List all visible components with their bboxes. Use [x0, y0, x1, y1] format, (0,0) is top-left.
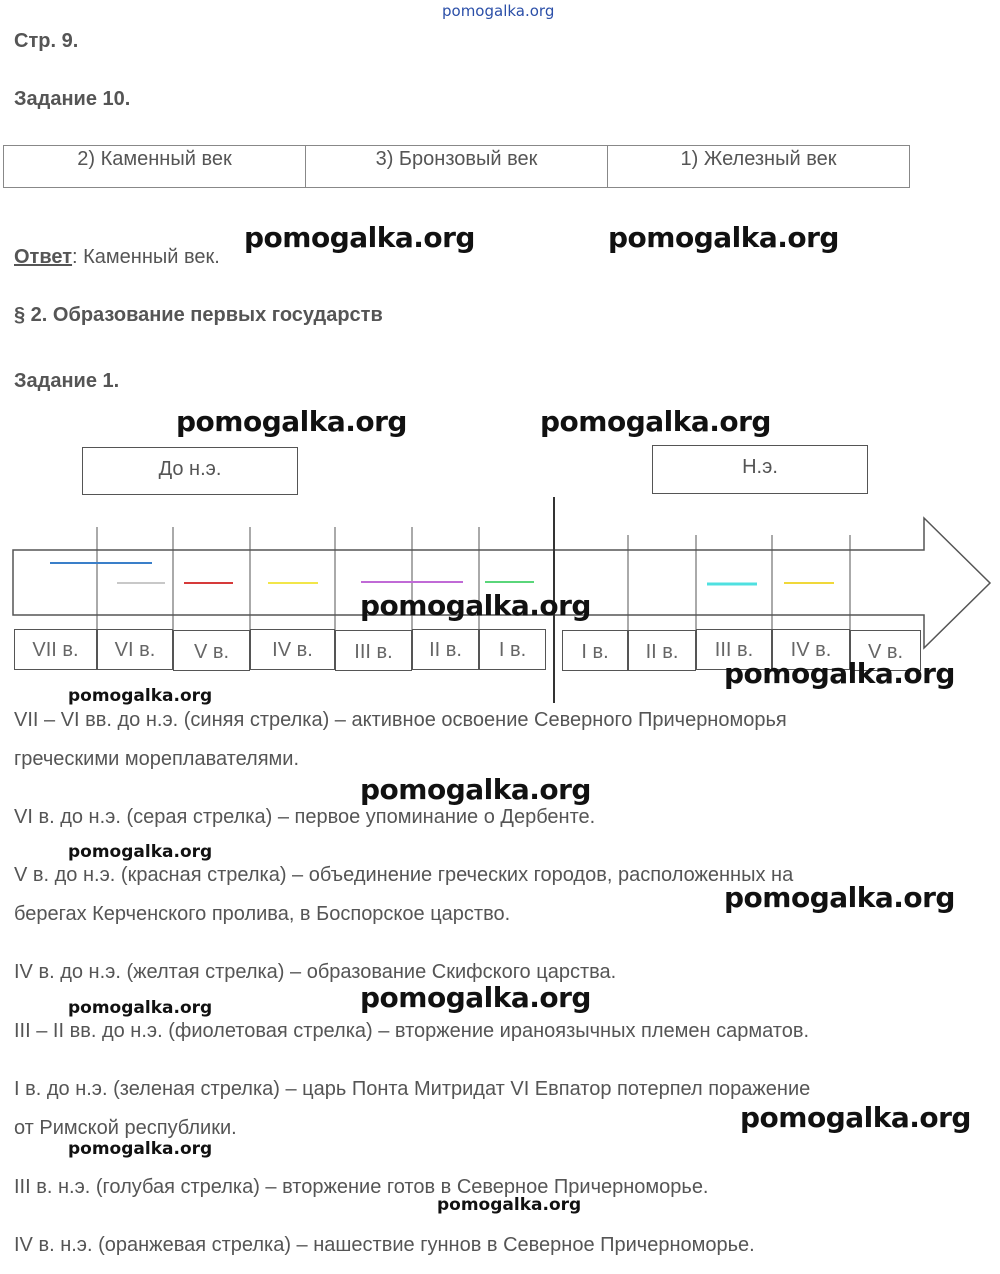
watermark: pomogalka.org: [68, 686, 213, 706]
century-bc-2: II в.: [412, 629, 479, 670]
event-paragraph-line: I в. до н.э. (зеленая стрелка) – царь Понта Митридат VI Евпатор потерпел поражение: [14, 1078, 811, 1100]
watermark: pomogalka.org: [68, 842, 213, 862]
event-paragraph-line: V в. до н.э. (красная стрелка) – объединение греческих городов, расположенных на: [14, 864, 794, 886]
watermark-top: pomogalka.org: [442, 2, 555, 20]
century-bc-1: I в.: [479, 629, 546, 670]
century-bc-6: VI в.: [97, 629, 173, 670]
watermark: pomogalka.org: [360, 589, 591, 622]
watermark: pomogalka.org: [608, 221, 839, 254]
century-ad-3: III в.: [696, 629, 772, 670]
watermark: pomogalka.org: [244, 221, 475, 254]
century-ad-1: I в.: [562, 630, 628, 671]
answer-label: Ответ: [14, 246, 73, 268]
watermark: pomogalka.org: [437, 1195, 582, 1215]
watermark: pomogalka.org: [740, 1101, 971, 1134]
event-paragraph-line: берегах Керченского пролива, в Боспорское царство.: [14, 903, 511, 925]
section-title: § 2. Образование первых государств: [14, 304, 383, 326]
event-paragraph-line: IV в. н.э. (оранжевая стрелка) – нашествие гуннов в Северное Причерноморье.: [14, 1234, 755, 1256]
age-cell-bronze: 3) Бронзовый век: [306, 146, 608, 188]
watermark: pomogalka.org: [540, 405, 771, 438]
century-bc-3: III в.: [335, 630, 412, 671]
event-paragraph-line: III в. н.э. (голубая стрелка) – вторжение готов в Северное Причерноморье.: [14, 1176, 709, 1198]
watermark: pomogalka.org: [68, 998, 213, 1018]
age-cell-stone: 2) Каменный век: [4, 146, 306, 188]
watermark: pomogalka.org: [68, 1139, 213, 1159]
event-paragraph-line: от Римской республики.: [14, 1117, 237, 1139]
watermark: pomogalka.org: [360, 773, 591, 806]
century-ad-4: IV в.: [772, 629, 850, 670]
task1-title: Задание 1.: [14, 370, 120, 392]
watermark: pomogalka.org: [176, 405, 407, 438]
watermark: pomogalka.org: [360, 981, 591, 1014]
event-paragraph-line: IV в. до н.э. (желтая стрелка) – образование Скифского царства.: [14, 961, 617, 983]
event-paragraph-line: греческими мореплавателями.: [14, 748, 300, 770]
era-ad-box: Н.э.: [652, 445, 868, 494]
century-ad-5: V в.: [850, 630, 921, 671]
watermark: pomogalka.org: [724, 881, 955, 914]
watermark: pomogalka.org: [724, 657, 955, 690]
event-paragraph-line: VII – VI вв. до н.э. (синяя стрелка) – активное освоение Северного Причерноморья: [14, 709, 787, 731]
event-paragraph-line: VI в. до н.э. (серая стрелка) – первое упоминание о Дербенте.: [14, 806, 596, 828]
event-paragraph-line: III – II вв. до н.э. (фиолетовая стрелка) – вторжение ираноязычных племен сарматов.: [14, 1020, 810, 1042]
event-arrows: [50, 563, 834, 584]
century-bc-5: V в.: [173, 630, 250, 671]
century-bc-7: VII в.: [14, 629, 97, 670]
era-bc-box: До н.э.: [82, 447, 298, 495]
century-ad-2: II в.: [628, 630, 696, 671]
century-bc-4: IV в.: [250, 629, 335, 670]
task10-title: Задание 10.: [14, 88, 131, 110]
page-ref: Стр. 9.: [14, 30, 79, 52]
age-cell-iron: 1) Железный век: [608, 146, 910, 188]
answer-text: : Каменный век.: [72, 246, 220, 268]
